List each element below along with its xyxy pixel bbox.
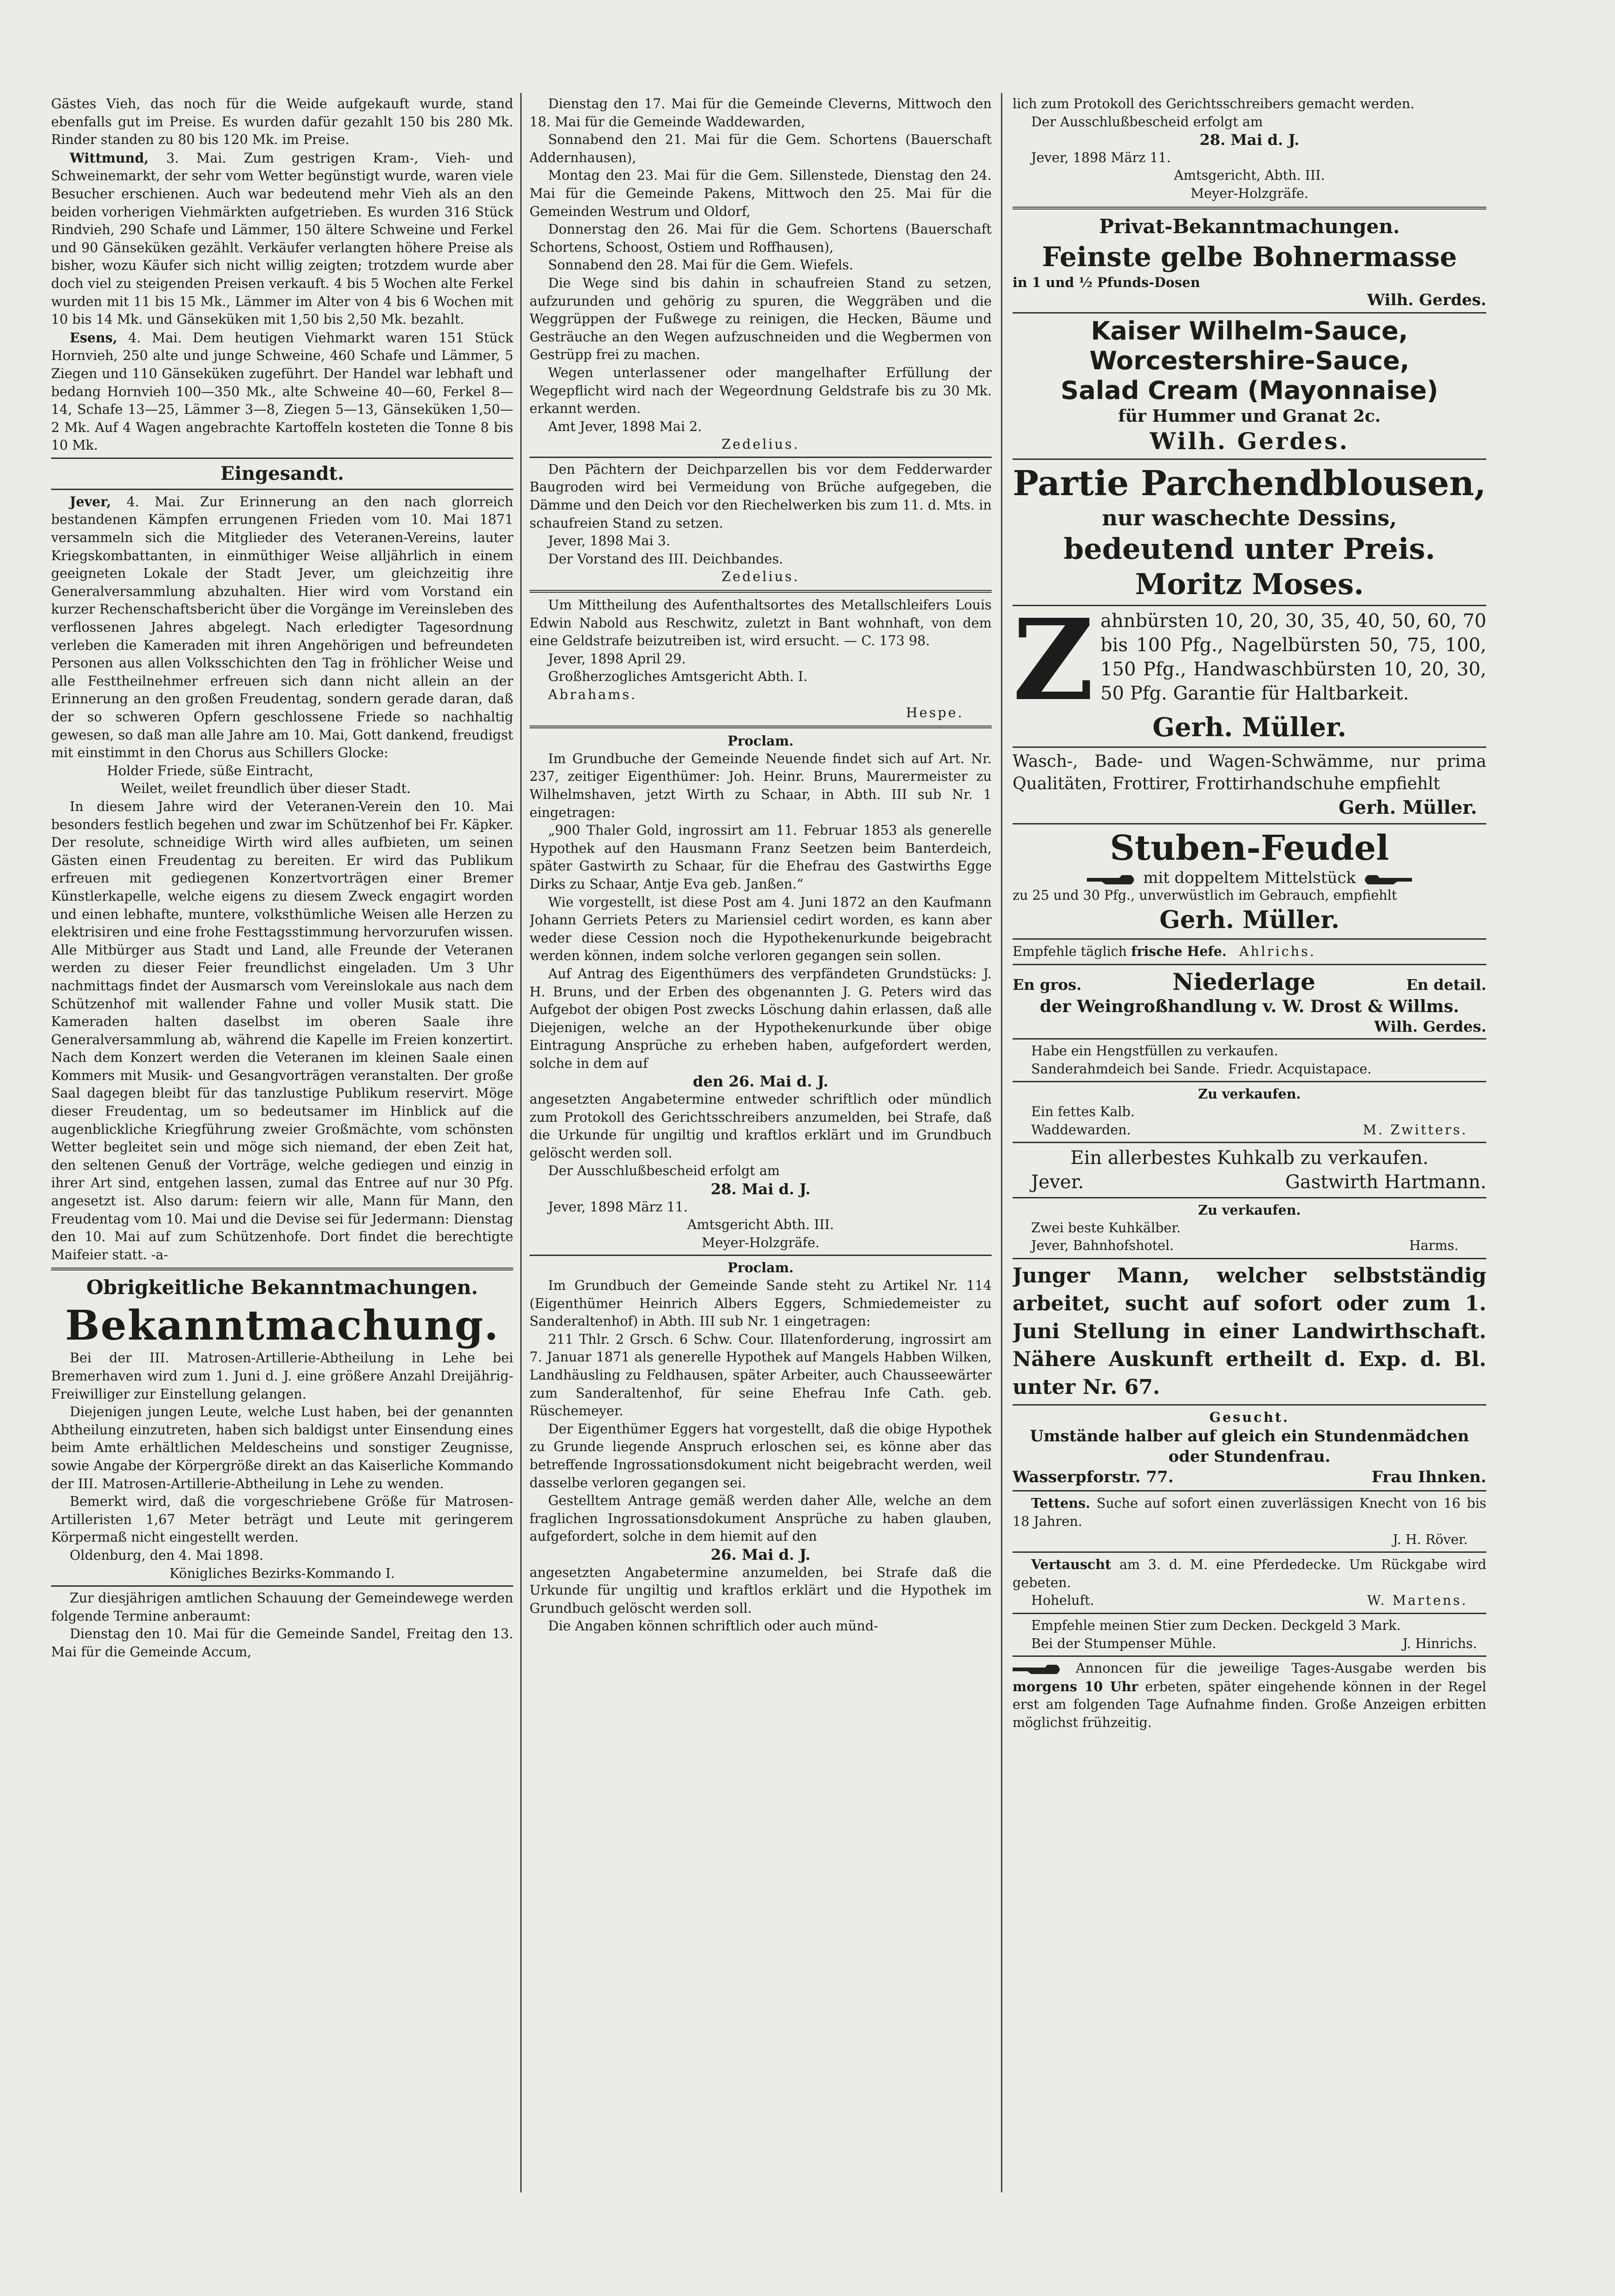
notice-text: Dienstag den 10. Mai für die Gemeinde Sandel, Freitag den 13. Mai für die Gemeinde Accum,: [51, 1626, 513, 1660]
ad-text: zu 25 und 30 Pfg., unverwüstlich im Gebrauch, empfiehlt: [1013, 888, 1397, 903]
author-mark: -a-: [151, 1247, 168, 1262]
reference-number: — C. 173 98.: [843, 633, 930, 649]
notice-signature: Amtsgericht, Abth. III.: [1174, 168, 1325, 183]
proclam-heading: Proclam.: [727, 1260, 794, 1276]
pointing-hand-icon: [1361, 872, 1412, 885]
ad-sauce-line: Kaiser Wilhelm-Sauce,: [1091, 316, 1408, 346]
notice-date: Jever, 1898 Mai 3.: [548, 533, 670, 549]
article-text: 3. Mai. Zum gestrigen Kram-, Vieh- und Schweinemarkt, der sehr vom Wetter begünstigt wurde, waren viele Besucher erschienen. Auch war bedeutend mehr Vieh als an den beiden vorherigen Viehmärkten aufgetrieben. Es wurden 316 Stück Rindvieh, 290 Schafe und Lämmer, 150 ältere Schweine und Ferkel und 90 Gänseküken gezählt. Verkäufer verlangten höhere Preise als bisher, wozu Käufer sich nicht willig zeigten; trotzdem wurde aber doch viel zu steigenden Preisen verkauft. 4 bis 5 Wochen alte Ferkel wurden mit 11 bis 15 Mk., Lämmer im Alter von 4 bis 6 Wochen mit 10 bis 14 Mk. und Gänseküken mit 1,50 bis 2,50 Mk. bezahlt.: [51, 150, 513, 327]
ad-line: [1013, 1121, 1486, 1139]
column-middle: [530, 95, 992, 2195]
notice-text: Im Grundbuch der Gemeinde Sande steht zu Artikel Nr. 114 (Eigenthümer Heinrich Albers Eggers, Schmiedemeister zu Sanderaltenhof) in Abth. III sub Nr. 1 eingetragen:: [530, 1278, 992, 1329]
divider: [1013, 1258, 1486, 1259]
article-jever: [51, 493, 513, 762]
ad-line: [1013, 1237, 1486, 1255]
ad-line: [1013, 1170, 1486, 1194]
ad-signature: Harms.: [1409, 1238, 1458, 1254]
ad-text: Sanderahmdeich bei Sande.: [1031, 1061, 1220, 1077]
divider: [51, 1585, 513, 1587]
notice-body: Um Mittheilung des Aufenthaltsortes des Metallschleifers Louis Edwin Nabold aus Reschwitz, zuletzt in Bant wohnhaft, von dem eine Geldstrafe beizutreiben ist, wird ersucht.: [530, 597, 992, 649]
ad-signature: W. Martens.: [1367, 1593, 1468, 1609]
notice-text: Bei der III. Matrosen-Artillerie-Abtheilung in Lehe bei Bremerhaven wird zum 1. Juni d. J. eine größere Anzahl Dreijährig-Freiwilliger zur Einstellung gelangen.: [51, 1350, 513, 1402]
deadline-date: 28. Mai d. J.: [1199, 131, 1300, 149]
ad-text: Ein allerbestes Kuhkalb zu verkaufen.: [1070, 1147, 1429, 1169]
ad-text: Bei der Stumpenser Mühle.: [1031, 1635, 1216, 1651]
verse-line: Weilet, weilet freundlich über dieser Stadt.: [121, 781, 411, 797]
proclam-heading: Proclam.: [727, 733, 794, 749]
ad-text: morgens 10 Uhr: [1013, 1678, 1138, 1694]
ad-blousen-title: Partie Parchendblousen,: [1013, 463, 1486, 504]
divider: [1013, 1197, 1486, 1198]
ad-text: Jever, Bahnhofshotel.: [1031, 1238, 1174, 1254]
ad-feudel-title: Stuben-Feudel: [1110, 828, 1389, 868]
verse-line: Holder Friede, süße Eintracht,: [107, 763, 314, 778]
notice-title: Bekanntmachung.: [65, 1301, 499, 1350]
notice-text: Die Wege sind bis dahin in schaufreien Stand zu setzen, aufzurunden und gehörig zu spuren, die Weggräben und die Weggrüppen der Fußwege zu reinigen, die Hecken, Bäume und Gesträuche an den Wegen aufzuschneiden und die Wegbermen von Gestrüpp frei zu machen.: [530, 275, 992, 363]
ad-text: nur waschechte Dessins,: [1102, 505, 1397, 530]
ad-text: erbeten, später eingehende können in der Regel erst am folgenden Tage Aufnahme finden. Große Anzeigen erbitten möglichst frühzeitig.: [1013, 1679, 1486, 1730]
ad-text: Jever.: [1031, 1171, 1084, 1193]
ad-text: Empfehle täglich: [1013, 943, 1131, 959]
notice-signature: Der Vorstand des III. Deichbandes.: [548, 551, 784, 567]
section-heading-eingesandt: Eingesandt.: [220, 462, 344, 484]
deadline-date: den 26. Mai d. J.: [693, 1073, 829, 1091]
ad-text: der Weingroßhandlung v. W. Drost & Willms.: [1040, 996, 1459, 1016]
notice-text: angesetzten Angabetermine entweder schriftlich oder mündlich zum Protokoll des Gerichtsschreibers anzumelden, bei Strafe, daß die Urkunde für ungiltig und kraftlos erklärt und im Grundbuch gelöscht werden soll.: [530, 1092, 992, 1161]
ad-sauce-line: Worcestershire-Sauce,: [1089, 346, 1410, 375]
notice-date: Jever, 1898 März 11.: [548, 1199, 688, 1215]
place-name: Jever,: [70, 493, 111, 510]
divider: [530, 1255, 992, 1256]
divider: [1013, 1081, 1486, 1082]
schedule-line: Donnerstag den 26. Mai für die Gem. Schortens (Bauerschaft Schortens, Schoost, Ostiem und Roffhausen),: [530, 222, 992, 255]
place-name: Esens,: [70, 329, 118, 346]
notice-signature: Meyer-Holzgräfe.: [701, 1235, 820, 1250]
notice-date: Jever, 1898 März 11.: [1031, 150, 1171, 165]
divider: [530, 457, 992, 458]
ad-brushes: [1013, 609, 1486, 711]
section-heading-official: Obrigkeitliche Bekanntmachungen.: [86, 1276, 478, 1299]
schedule-line: Dienstag den 17. Mai für die Gemeinde Cleverns, Mittwoch den 18. Mai für die Gemeinde Waddewarden,: [530, 96, 992, 130]
notice-text: Auf Antrag des Eigenthümers des verpfändeten Grundstücks: J. H. Bruns, und der Erben des obgenannten J. G. Peters wird das Aufgebot der obigen Post zwecks Löschung dahin erlassen, daß alle Diejenigen, welche an der Hypothekenurkunde über obige Eintragung Ansprüche zu erheben haben, aufgefordert werden, solche in dem auf: [530, 966, 992, 1071]
ad-text: [1013, 1494, 1486, 1531]
notice-text: Bemerkt wird, daß die vorgeschriebene Größe für Matrosen-Artilleristen 1,67 Meter beträgt und Leute mit geringerem Körpermaß nicht eingestellt werden.: [51, 1494, 513, 1545]
notice-date: Jever, 1898 April 29.: [548, 651, 686, 667]
notice-text: Wegen unterlassener oder mangelhafter Erfüllung der Wegepflicht wird nach der Wegeordnung Geldstrafe bis zu 30 Mk. erkannt werden.: [530, 365, 992, 417]
ad-text: Hoheluft.: [1031, 1593, 1094, 1609]
notice-signature: Zedelius.: [721, 569, 800, 585]
section-heading-private: Privat-Bekanntmachungen.: [1099, 215, 1400, 238]
ad-signature: J. H. Röver.: [1393, 1531, 1468, 1547]
ad-text: Waddewarden.: [1031, 1122, 1131, 1138]
ad-line: [1013, 869, 1486, 887]
ad-text: mit doppeltem Mittelstück: [1143, 868, 1356, 887]
divider: [1013, 458, 1486, 460]
ad-sauce-line: Salad Cream (Mayonnaise): [1060, 375, 1438, 405]
divider: [51, 1268, 513, 1270]
divider: [1013, 964, 1486, 965]
place-name: Tettens.: [1031, 1495, 1091, 1511]
ad-signature: Gerh. Müller.: [1159, 905, 1340, 934]
ad-keyword: Vertauscht: [1031, 1557, 1112, 1573]
ad-text: in 1 und ½ Pfunds-Dosen: [1013, 274, 1200, 290]
ad-line: [1013, 1592, 1486, 1610]
deadline-date: 28. Mai d. J.: [711, 1180, 811, 1198]
column-rule: [520, 93, 522, 2192]
article-text: 4. Mai. Dem heutigen Viehmarkt waren 151 Stück Hornvieh, 250 alte und junge Schweine, 460 Schafe und Lämmer, 5 Ziegen und 110 Gänseküken zugeführt. Der Handel war lebhaft und bedang Hornvieh 100—350 Mk., alte Schweine 40—60, Ferkel 8—14, Schafe 13—25, Lämmer 3—8, Ziegen 5—13, Gänseküken 1,50—2 Mk. Auf 4 Wagen angebrachte Kartoffeln kosteten die Tonne 8 bis 10 Mk.: [51, 330, 513, 453]
ad-line: [1013, 1060, 1486, 1079]
ad-line: [1013, 1635, 1486, 1653]
divider: [1013, 1655, 1486, 1657]
divider: [1013, 312, 1486, 314]
ad-signature: Wilh. Gerdes.: [1150, 427, 1349, 455]
notice-text: Diejenigen jungen Leute, welche Lust haben, bei der genannten Abtheilung einzutreten, haben sich baldigst unter Einsendung eines beim Amte erhältlichen Meldescheins und sonstiger Zeugnisse, sowie Angabe der Körpergröße direkt an das Kaiserliche Kommando der III. Matrosen-Artillerie-Abtheilung in Lehe zu wenden.: [51, 1404, 513, 1491]
ad-text: En gros.: [1013, 975, 1082, 994]
divider: [1013, 1490, 1486, 1491]
column-right: [1013, 95, 1486, 2195]
column-left: [51, 95, 513, 2195]
notice-date: Oldenburg, den 4. Mai 1898.: [70, 1547, 264, 1563]
ad-text: [1013, 1556, 1486, 1592]
pointing-hand-icon: [1087, 872, 1138, 885]
notice-signature: Zedelius.: [721, 437, 800, 452]
divider: [1013, 1038, 1486, 1040]
notice-text: Die Angaben können schriftlich oder auch münd-: [548, 1618, 878, 1634]
notice-text: Im Grundbuche der Gemeinde Neuende findet sich auf Art. Nr. 237, zeitiger Eigenthümer: Joh. Heinr. Bruns, Maurermeister zu Wilhelmshaven, jetzt Wirth zu Schaar, in Abth. III sub Nr. 1 eingetragen:: [530, 751, 992, 820]
article-text: [51, 798, 513, 1264]
ad-text: Empfehle meinen Stier zum Decken. Deckgeld 3 Mark.: [1031, 1618, 1401, 1634]
divider: [1013, 207, 1486, 209]
notice-text: Gestelltem Antrage gemäß werden daher Alle, welche an dem fraglichen Ingrossationsdokument Ansprüche zu haben glauben, aufgefordert, solche in dem hiemit auf den: [530, 1493, 992, 1544]
notice-date: Amt Jever, 1898 Mai 2.: [548, 419, 702, 434]
ad-text: Ein fettes Kalb.: [1031, 1104, 1135, 1119]
ad-title: Niederlage: [1172, 968, 1315, 995]
ad-body: Suche auf sofort einen zuverlässigen Knecht von 16 bis 18 Jahren.: [1013, 1496, 1486, 1530]
ad-signature: Gastwirth Hartmann.: [1285, 1171, 1486, 1193]
pointing-hand-icon: [1013, 1663, 1064, 1676]
schedule-line: Sonnabend den 21. Mai für die Gem. Schortens (Bauerschaft Addernhausen),: [530, 132, 992, 165]
divider: [530, 590, 992, 593]
divider: [1013, 605, 1486, 606]
deadline-date: 26. Mai d. J.: [711, 1545, 811, 1563]
ad-text: Wasch-, Bade- und Wagen-Schwämme, nur prima Qualitäten, Frottirer, Frottirhandschuhe empfiehlt: [1013, 752, 1486, 793]
ad-signature: Wilh. Gerdes.: [1367, 291, 1486, 310]
notice-text: Der Ausschlußbescheid erfolgt am: [548, 1163, 780, 1179]
ad-signature: Gerh. Müller.: [1152, 712, 1347, 743]
ad-signature: Ahlrichs.: [1239, 943, 1316, 959]
ad-text: für Hummer und Granat 2c.: [1118, 406, 1381, 426]
notice-quote: „900 Thaler Gold, ingrossirt am 11. Februar 1853 als generelle Hypothek auf den Hausmann Franz Seetzen beim Banterdeich, später Gastwirth zu Schaar, für die Ehefrau des Gastwirths Egge Dirks zu Schaar, Antje Eva geb. Janßen.“: [530, 823, 992, 892]
ad-hefe: [1013, 942, 1486, 961]
notice-text: Wie vorgestellt, ist diese Post am 4. Juni 1872 an den Kaufmann Johann Gerriets Peters zu Mariensiel cedirt worden, es kann aber weder diese Cession noch die Hypothekenurkunde beigebracht werden können, indem solche verloren gegangen sein sollen.: [530, 894, 992, 964]
notice-text: angesetzten Angabetermine anzumelden, bei Strafe daß die Urkunde für ungiltig und kraftlos erklärt und die Hypothek im Grundbuch gelöscht werden soll.: [530, 1564, 992, 1616]
place-name: Wittmund,: [70, 150, 149, 166]
ad-heading: Zu verkaufen.: [1198, 1086, 1301, 1102]
market-report-esens: [51, 329, 513, 455]
ad-heading: Zu verkaufen.: [1198, 1202, 1301, 1218]
market-report: Gästes Vieh, das noch für die Weide aufgekauft wurde, stand ebenfalls gut im Preise. Es wurden dafür gezahlt 150 bis 280 Mk. Rinder standen zu 80 bis 120 Mk. im Preise.: [51, 96, 513, 148]
notice-signature: Hespe.: [906, 705, 964, 720]
ad-signature: Frau Ihnken.: [1371, 1468, 1486, 1487]
notice-text: 211 Thlr. 2 Grsch. 6 Schw. Cour. Illatenforderung, ingrossirt am 7. Januar 1871 als generelle Hypothek auf Mangels Habben Wilken, Landhäusling zu Feldhausen, später Arbeiter, auch Chausseewärter zum Sanderaltenhof, für seine Ehefrau Infe Cath. geb. Rüschemeyer.: [530, 1331, 992, 1419]
ad-bohnermasse-title: Feinste gelbe Bohnermasse: [1042, 241, 1457, 273]
ad-text: frische Hefe.: [1131, 943, 1227, 959]
ad-signature: Friedr. Acquistapace.: [1228, 1061, 1372, 1077]
drop-initial: Z: [1013, 608, 1094, 711]
ad-text: Wasserpforstr. 77.: [1013, 1468, 1174, 1487]
divider: [1013, 938, 1486, 940]
ad-text: Habe ein Hengstfüllen zu verkaufen.: [1031, 1043, 1278, 1059]
notice-signature: Großherzogliches Amtsgericht Abth. I.: [548, 669, 808, 685]
notice-signature: Königliches Bezirks-Kommando I.: [169, 1565, 395, 1581]
notice-signature: Amtsgericht Abth. III.: [687, 1217, 834, 1233]
ad-signature: J. Hinrichs.: [1402, 1635, 1477, 1651]
schedule-line: Sonnabend den 28. Mai für die Gem. Wiefels.: [548, 257, 854, 273]
ad-signature: M. Zwitters.: [1363, 1122, 1468, 1138]
ad-text: bedeutend unter Preis.: [1063, 531, 1436, 566]
divider: [1013, 1613, 1486, 1614]
divider: [1013, 1551, 1486, 1553]
column-rule: [1001, 93, 1002, 2192]
article-body: In diesem Jahre wird der Veteranen-Verein den 10. Mai besonders festlich begehen und zwar im Schützenhof bei Fr. Käpker. Der resolute, schneidige Wirth wird alles aufbieten, um seinen Gästen einen Freudentag zu bereiten. Er wird das Publikum erfreuen mit gediegenen Konzertvorträgen einer Bremer Künstlerkapelle, welche eigens zu diesem Zweck engagirt worden und einen lebhafte, muntere, volksthümliche Weisen alle Herzen zu elektrisiren und eine frohe Festtagsstimmung hervorzurufen wissen. Alle Mitbürger aus Stadt und Land, alle Freunde der Veteranen werden zu dieser Feier freundlichst eingeladen. Um 3 Uhr nachmittags findet der Ausmarsch vom Vereinslokale aus nach dem Schützenhof mit wallender Fahne und voller Musik statt. Die Kameraden halten daselbst im oberen Saale ihre Generalversammlung ab, während die Kapelle im Freien konzertirt. Nach dem Konzert werden die Veteranen im kleinen Saale einen Kommers mit Musik- und Gesangvorträgen veranstalten. Der große Saal dagegen bleibt für das tanzlustige Publikum reservirt. Möge dieser Freudentag, um so bedeutsamer im Hinblick auf die augenblickliche Kriegführung zweier Großmächte, vom schönsten Wetter begleitet sein und möge sich niemand, der eben Zeit hat, den seltenen Genuß der Vorträge, welche gediegen und einzig in ihrer Art sind, entgehen lassen, zumal das Entree auf nur 30 Pfg. angesetzt ist. Also darum: feiern wir alle, Mann für Mann, den Freudentag vom 10. Mai und die Devise sei für Jedermann: Dienstag den 10. Mai auf zum Schützenhofe. Dort findet die berechtigte Maifeier statt.: [51, 798, 513, 1262]
ad-signature: Wilh. Gerdes.: [1374, 1017, 1486, 1035]
divider: [1013, 746, 1486, 748]
ad-text: Zwei beste Kuhkälber.: [1031, 1220, 1181, 1236]
divider: [51, 458, 513, 459]
ad-deadline-notice: [1013, 1660, 1486, 1732]
ad-line: [1013, 1467, 1486, 1487]
notice-signature: Meyer-Holzgräfe.: [1190, 185, 1308, 201]
ad-body: am 3. d. M. eine Pferdedecke. Um Rückgabe wird gebeten.: [1013, 1557, 1486, 1590]
ad-signature: Gerh. Müller.: [1338, 796, 1477, 818]
ad-job-wanted: Junger Mann, welcher selbstständig arbeitet, sucht auf sofort oder zum 1. Juni Stellung in einer Landwirthschaft. Nähere Auskunft ertheilt d. Exp. d. Bl. unter Nr. 67.: [1013, 1263, 1486, 1399]
divider: [530, 726, 992, 728]
market-report-wittmund: [51, 149, 513, 329]
ad-signature: Moritz Moses.: [1135, 567, 1364, 601]
notice-text: lich zum Protokoll des Gerichtsschreibers gemacht werden.: [1013, 96, 1415, 111]
divider: [1013, 1404, 1486, 1406]
ad-text: ahnbürsten 10, 20, 30, 35, 40, 50, 60, 70 bis 100 Pfg., Nagelbürsten 50, 75, 100, 150 Pfg., Handwaschbürsten 10, 20, 30, 50 Pfg. Garantie für Haltbarkeit.: [1100, 610, 1486, 704]
notice-text: Der Ausschlußbescheid erfolgt am: [1031, 114, 1263, 130]
notice-text: Den Pächtern der Deichparzellen bis vor dem Fedderwarder Baugroden wird bei Vermeidung von Brüche aufgegeben, die Dämme und den Deich vor den Riechelwerken bis zum 11. d. Mts. in schaufreien Stand zu setzen.: [530, 461, 992, 531]
divider: [1013, 823, 1486, 824]
ad-niederlage: [1013, 968, 1486, 995]
notice-text: Der Eigenthümer Eggers hat vorgestellt, daß die obige Hypothek zu Grunde liegende Anspruch erloschen sei, es könne aber das betreffende Ingrossationsdokument nicht beigebracht werden, weil dasselbe verloren gegangen sei.: [530, 1421, 992, 1491]
ad-text: Annoncen für die jeweilige Tages-Ausgabe werden bis: [1076, 1661, 1486, 1676]
divider: [51, 489, 513, 490]
ad-text: Umstände halber auf gleich ein Stundenmädchen oder Stundenfrau.: [1030, 1427, 1469, 1466]
notice-signature: Abrahams.: [548, 687, 637, 702]
notice-text: Zur diesjährigen amtlichen Schauung der Gemeindewege werden folgende Termine anberaumt:: [51, 1590, 513, 1624]
article-text: 4. Mai. Zur Erinnerung an den nach glorreich bestandenen Kämpfen errungenen Frieden vom 10. Mai 1871 versammeln sich die Mitglieder des Veteranen-Vereins, lauter Kriegskombattanten, in einmüthiger Weise alljährlich in einem geeigneten Lokale der Stadt Jever, um gleichzeitig ihre Generalversammlung abzuhalten. Hier wird vom Vorstand ein kurzer Rechenschaftsbericht über die Vorgänge im Vereinsleben des verflossenen Jahres abgelegt. Nach erledigter Tagesordnung verleben die Kameraden mit ihren Angehörigen und befreundeten Personen aus allen Volksschichten den Tag in fröhlicher Weise und alle Festtheilnehmer erfreuen sich dann nicht allein an der Erinnerung an den großen Freudentag, sondern gerade daran, daß der so schweren Opfern geschlossene Friede so nachhaltig gewesen, so daß man alle Jahre am 10. Mai, Gott dankend, freudigst mit einstimmt in den Chorus aus Schillers Glocke:: [51, 494, 513, 761]
ad-heading: Gesucht.: [1209, 1409, 1290, 1425]
ad-text: En detail.: [1406, 975, 1486, 994]
notice-text: [530, 596, 992, 650]
schedule-line: Montag den 23. Mai für die Gem. Sillenstede, Dienstag den 24. Mai für die Gemeinde Pakens, Mittwoch den 25. Mai für die Gemeinden Westrum und Oldorf,: [530, 168, 992, 219]
divider: [1013, 1142, 1486, 1143]
